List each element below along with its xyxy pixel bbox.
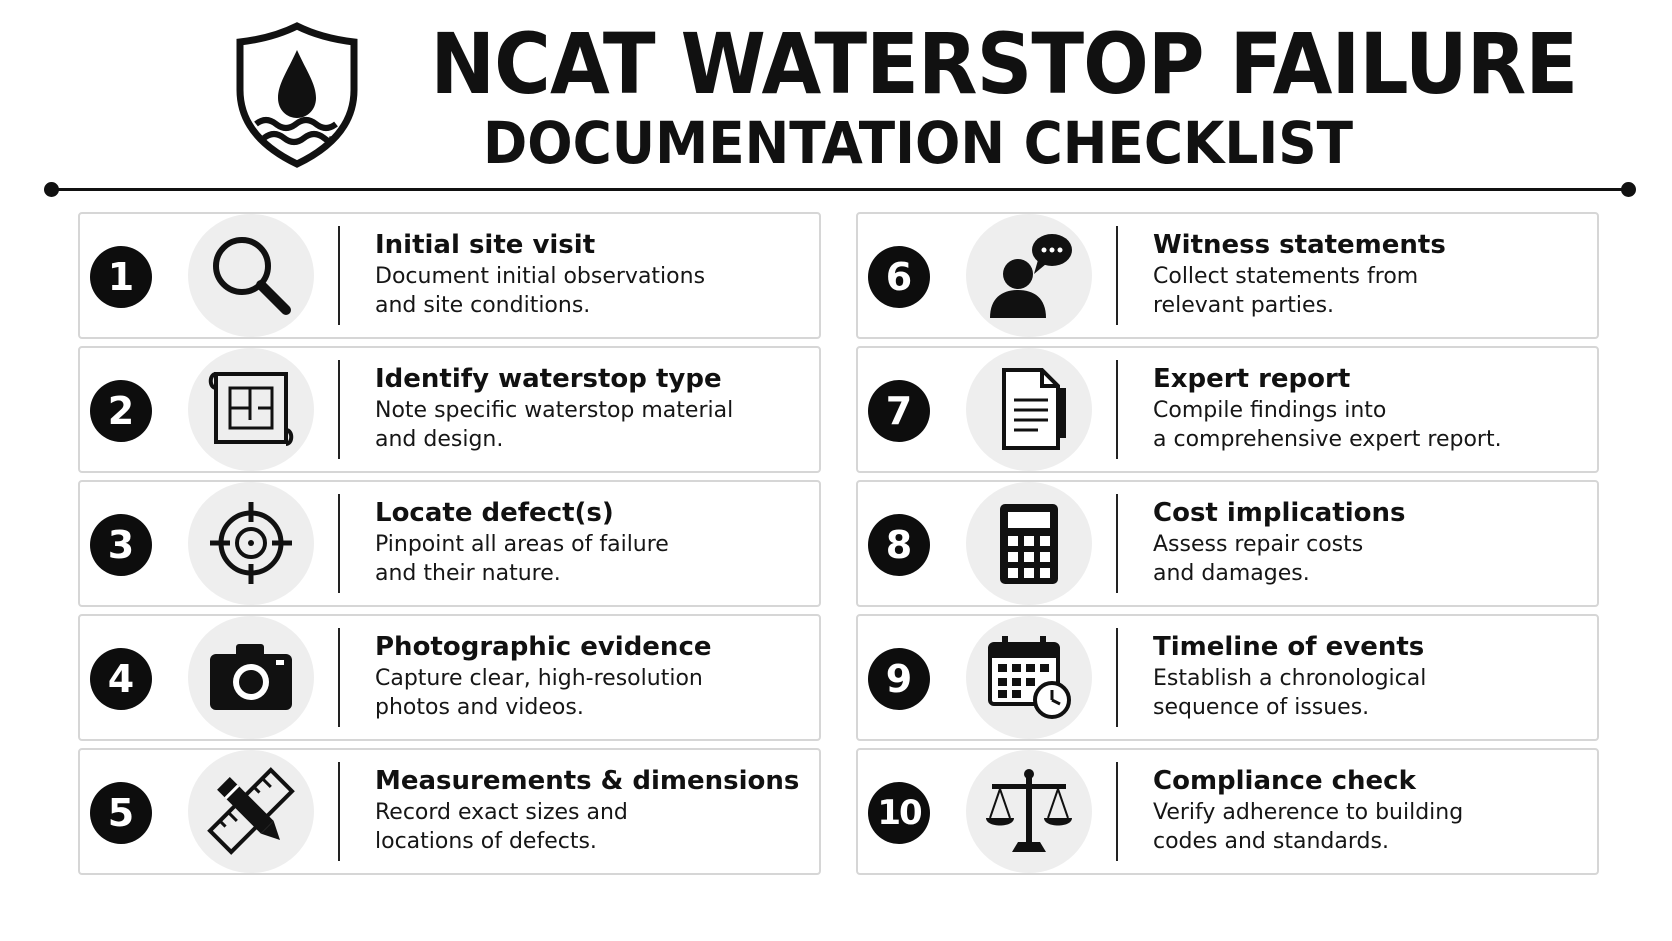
blueprint-icon: [206, 364, 296, 454]
item-title: Expert report: [1153, 364, 1351, 394]
icon-circle: [966, 750, 1092, 873]
shield-water-drop-icon: [232, 20, 362, 170]
checklist-item-2: [78, 346, 821, 473]
step-number: 8: [868, 514, 930, 576]
document-report-icon: [984, 364, 1074, 454]
divider-line: [338, 494, 340, 593]
divider-line: [1116, 762, 1118, 861]
divider-line: [1116, 628, 1118, 727]
target-crosshair-icon: [206, 498, 296, 588]
checklist-item-4: [78, 614, 821, 741]
person-speech-bubble-icon: [984, 230, 1074, 320]
checklist-item-5: [78, 748, 821, 875]
icon-circle: [188, 214, 314, 337]
item-title: Measurements & dimensions: [375, 766, 800, 796]
item-description: Compile findings into: [1153, 398, 1387, 423]
scales-of-justice-icon: [984, 766, 1074, 856]
icon-circle: [188, 348, 314, 471]
step-number: 5: [90, 782, 152, 844]
item-description: codes and standards.: [1153, 829, 1389, 854]
step-number: 4: [90, 648, 152, 710]
header: [0, 0, 1672, 190]
ruler-pencil-icon: [206, 766, 296, 856]
divider-line: [338, 226, 340, 325]
item-description: and design.: [375, 427, 504, 452]
step-number: 1: [90, 246, 152, 308]
item-description: relevant parties.: [1153, 293, 1335, 318]
calendar-clock-icon: [984, 632, 1074, 722]
item-description: Pinpoint all areas of failure: [375, 532, 669, 557]
item-title: Identify waterstop type: [375, 364, 722, 394]
header-divider: [50, 188, 1630, 191]
item-title: Locate defect(s): [375, 498, 614, 528]
item-description: photos and videos.: [375, 695, 584, 720]
step-number: 2: [90, 380, 152, 442]
checklist-item-6: [856, 212, 1599, 339]
item-description: Document initial observations: [375, 264, 706, 289]
item-description: Record exact sizes and: [375, 800, 628, 825]
item-description: a comprehensive expert report.: [1153, 427, 1502, 452]
icon-circle: [966, 214, 1092, 337]
magnifying-glass-icon: [206, 230, 296, 320]
icon-circle: [188, 616, 314, 739]
item-title: Timeline of events: [1153, 632, 1425, 662]
icon-circle: [966, 482, 1092, 605]
item-description: and their nature.: [375, 561, 561, 586]
divider-line: [1116, 494, 1118, 593]
item-description: Assess repair costs: [1153, 532, 1364, 557]
checklist-column-right: [856, 212, 1601, 882]
item-description: locations of defects.: [375, 829, 597, 854]
checklist-item-1: [78, 212, 821, 339]
item-title: Initial site visit: [375, 230, 596, 260]
item-title: Compliance check: [1153, 766, 1416, 796]
item-description: Establish a chronological: [1153, 666, 1427, 691]
checklist-item-3: [78, 480, 821, 607]
divider-line: [1116, 360, 1118, 459]
item-description: Collect statements from: [1153, 264, 1419, 289]
divider-line: [1116, 226, 1118, 325]
icon-circle: [966, 348, 1092, 471]
page-title: NCAT WATERSTOP FAILURE: [430, 15, 1578, 113]
page-subtitle: DOCUMENTATION CHECKLIST: [482, 109, 1354, 177]
divider-line: [338, 628, 340, 727]
step-number: 7: [868, 380, 930, 442]
icon-circle: [188, 482, 314, 605]
item-description: Note specific waterstop material: [375, 398, 734, 423]
checklist-column-left: [78, 212, 823, 882]
item-title: Witness statements: [1153, 230, 1446, 260]
calculator-icon: [984, 498, 1074, 588]
step-number: 6: [868, 246, 930, 308]
icon-circle: [966, 616, 1092, 739]
step-number: 10: [868, 782, 930, 844]
item-description: and damages.: [1153, 561, 1310, 586]
camera-icon: [206, 632, 296, 722]
icon-circle: [188, 750, 314, 873]
item-description: and site conditions.: [375, 293, 591, 318]
divider-line: [338, 762, 340, 861]
item-description: Verify adherence to building: [1153, 800, 1464, 825]
item-description: Capture clear, high-resolution: [375, 666, 703, 691]
checklist-item-8: [856, 480, 1599, 607]
checklist-item-9: [856, 614, 1599, 741]
item-title: Cost implications: [1153, 498, 1406, 528]
checklist-item-10: [856, 748, 1599, 875]
step-number: 9: [868, 648, 930, 710]
item-title: Photographic evidence: [375, 632, 712, 662]
divider-line: [338, 360, 340, 459]
item-description: sequence of issues.: [1153, 695, 1370, 720]
step-number: 3: [90, 514, 152, 576]
checklist-item-7: [856, 346, 1599, 473]
